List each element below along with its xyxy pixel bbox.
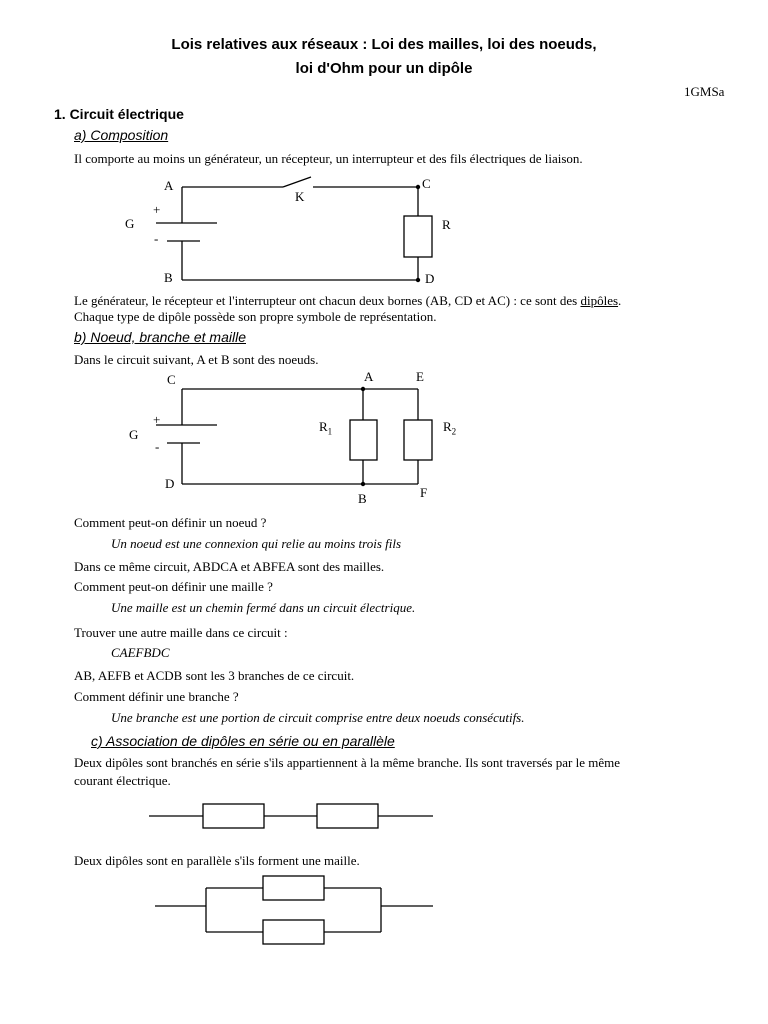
circuit2-label-a: A — [364, 369, 374, 384]
serie-text-line2: courant électrique. — [74, 773, 171, 788]
answer-other-mesh: CAEFBDC — [111, 645, 170, 660]
circuit2-minus: - — [155, 439, 160, 454]
circuit2-label-f: F — [420, 485, 428, 500]
answer-branch: Une branche est une portion de circuit comprise entre deux noeuds consécutifs. — [111, 710, 525, 725]
question-mesh: Comment peut-on définir une maille ? — [74, 579, 273, 594]
circuit1-label-r: R — [442, 217, 451, 232]
dipoles-text-line2: Chaque type de dipôle possède son propre symbole de représentation. — [74, 309, 437, 324]
question-other-mesh: Trouver une autre maille dans ce circuit : — [74, 625, 288, 640]
circuit1-label-c: C — [422, 176, 431, 191]
circuit2-label-e: E — [416, 369, 424, 384]
branches-text: AB, AEFB et ACDB sont les 3 branches de ce circuit. — [74, 668, 355, 683]
dipoles-text-part1: Le générateur, le récepteur et l'interrupteur ont chacun deux bornes (AB, CD et AC) : ce sont des — [74, 293, 581, 308]
circuit2-label-d: D — [165, 476, 175, 491]
circuit1-label-g: G — [125, 216, 135, 231]
meshes-text: Dans ce même circuit, ABDCA et ABFEA sont des mailles. — [74, 559, 385, 574]
question-node: Comment peut-on définir un noeud ? — [74, 515, 267, 530]
circuit1-label-b: B — [164, 270, 173, 285]
answer-mesh: Une maille est un chemin fermé dans un circuit électrique. — [111, 600, 416, 615]
dipoles-text-part2: . — [618, 293, 622, 308]
r1-letter: R — [319, 419, 328, 434]
circuit2-label-c: C — [167, 372, 176, 387]
question-branch: Comment définir une branche ? — [74, 689, 239, 704]
page-title-line1: Lois relatives aux réseaux : Loi des mailles, loi des noeuds, — [171, 36, 597, 53]
subsection-c-heading: c) Association de dipôles en série ou en parallèle — [91, 733, 395, 749]
dipoles-term: dipôles — [580, 293, 619, 308]
parallel-text: Deux dipôles sont en parallèle s'ils forment une maille. — [74, 853, 360, 868]
subsection-b-heading: b) Noeud, branche et maille — [74, 329, 246, 345]
circuit2-label-b: B — [358, 491, 367, 506]
circuit1-label-k: K — [295, 189, 305, 204]
subsection-a-heading: a) Composition — [74, 127, 169, 143]
circuit1-label-a: A — [164, 178, 174, 193]
circuit2-label-r1 — [319, 419, 332, 437]
circuit1-label-d: D — [425, 271, 435, 286]
nodes-intro: Dans le circuit suivant, A et B sont des noeuds. — [74, 352, 319, 367]
circuit2-plus: + — [153, 412, 161, 427]
circuit2-label-r2 — [443, 419, 456, 437]
r2-subscript: 2 — [451, 426, 457, 437]
circuit1-plus: + — [153, 202, 161, 217]
answer-node: Un noeud est une connexion qui relie au moins trois fils — [111, 536, 402, 551]
page-title-line2: loi d'Ohm pour un dipôle — [295, 60, 473, 77]
dipoles-text — [74, 293, 621, 309]
r2-letter: R — [443, 419, 452, 434]
circuit2-label-g: G — [129, 427, 139, 442]
section-heading: 1. Circuit électrique — [54, 106, 184, 122]
class-code: 1GMSa — [684, 84, 725, 99]
circuit1-minus: - — [154, 231, 159, 246]
r1-subscript: 1 — [327, 426, 333, 437]
composition-text: Il comporte au moins un générateur, un récepteur, un interrupteur et des fils électriques de liaison. — [74, 151, 583, 166]
serie-text-line1: Deux dipôles sont branchés en série s'ils appartiennent à la même branche. Ils sont traversés par le même — [74, 755, 620, 770]
